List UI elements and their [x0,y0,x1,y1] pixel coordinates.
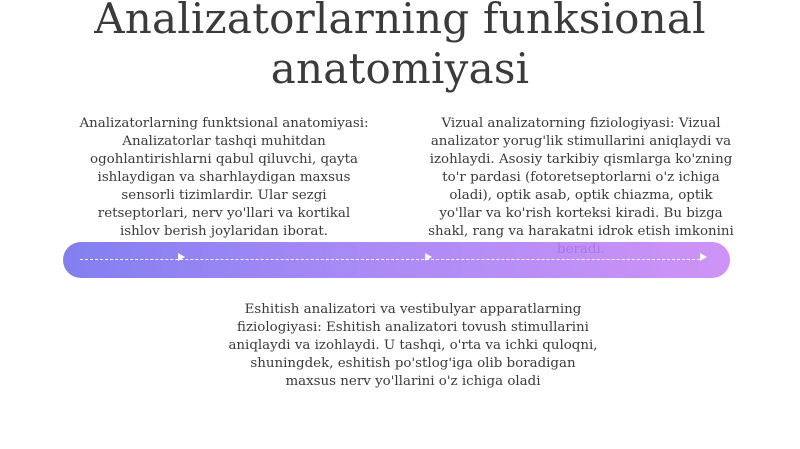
timeline-bar [63,242,730,278]
timeline-item-text-2: Vizual analizatorning fiziologiyasi: Vizual analizator yorug'lik stimullarini aniqlaydi va izohlaydi. Asosiy tarkibiy qismlarga ko'zning to'r pardasi (fotoretseptorlarni o'z ichiga oladi), optik asab, optik chiazma, optik yo'llar va ko'rish korteksi kiradi. Bu bizga shakl, rang va harakatni idrok etish imkonini [428,116,734,239]
timeline-item-text-1: Analizatorlarning funktsional anatomiyasi: Analizatorlar tashqi muhitdan ogohlantirishlarni qabul qiluvchi, qayta ishlaydigan va sharhlaydigan maxsus sensorli tizimlardir. Ular sezgi retseptorlari, nerv yo'llari va kortikal ishlov berish joylaridan iborat. [79,116,369,239]
arrow-right-icon [178,253,185,261]
timeline-item-text-3: Eshitish analizatori va vestibulyar apparatlarning fiziologiyasi: Eshitish analizatori tovush stimullarini aniqlaydi va izohlaydi. U tashqi, o'rta va ichki quloqni, shuningdek, eshitish po'stlog'iga olib boradigan maxsus nerv yo'llarini o'z ichiga oladi [228,302,598,389]
arrow-right-icon [700,253,707,261]
arrow-right-icon [425,253,432,261]
timeline-connector-line [80,259,700,260]
page-title: Analizatorlarning funksional anatomiyasi [94,0,706,93]
